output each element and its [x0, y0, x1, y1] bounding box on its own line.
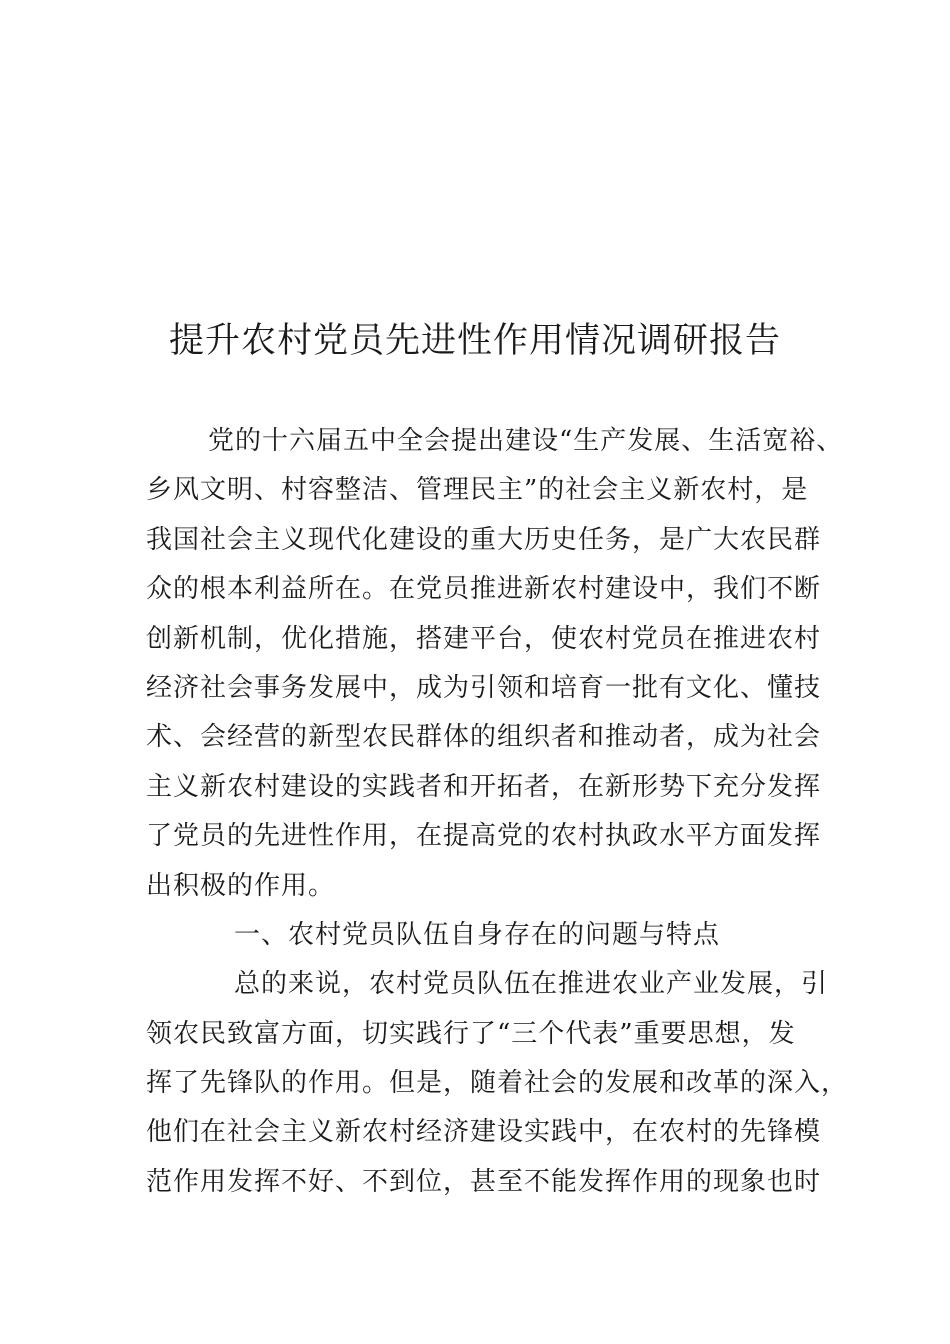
- paragraph-line: 他们在社会主义新农村经济建设实践中，在农村的先锋模: [146, 1117, 822, 1148]
- document-body: [146, 417, 849, 1207]
- paragraph-line: 我国社会主义现代化建设的重大历史任务，是广大农民群: [146, 524, 822, 555]
- paragraph-line: 范作用发挥不好、不到位，甚至不能发挥作用的现象也时: [146, 1166, 822, 1197]
- paragraph-line: 乡风文明、村容整洁、管理民主”的社会主义新农村，是: [146, 475, 809, 506]
- paragraph-line: 经济社会事务发展中，成为引领和培育一批有文化、懂技: [146, 672, 822, 703]
- paragraph-line: 主义新农村建设的实践者和开拓者，在新形势下充分发挥: [146, 771, 822, 802]
- paragraph-line: 众的根本利益所在。在党员推进新农村建设中，我们不断: [146, 574, 822, 605]
- paragraph-line: 术、会经营的新型农民群体的组织者和推动者，成为社会: [146, 722, 822, 753]
- paragraph-line: 了党员的先进性作用，在提高党的农村执政水平方面发挥: [146, 821, 822, 852]
- paragraph-line: 出积极的作用。: [146, 870, 336, 901]
- paragraph-line: 挥了先锋队的作用。但是，随着社会的发展和改革的深入，: [146, 1068, 849, 1099]
- section-heading: 一、农村党员队伍自身存在的问题与特点: [234, 919, 721, 950]
- document-title: 提升农村党员先进性作用情况调研报告: [168, 321, 781, 361]
- paragraph-line: 总的来说，农村党员队伍在推进农业产业发展，引: [234, 969, 829, 1000]
- paragraph-line: 领农民致富方面，切实践行了“三个代表”重要思想，发: [146, 1018, 796, 1049]
- paragraph-line: 党的十六届五中全会提出建设“生产发展、生活宽裕、: [208, 426, 844, 456]
- paragraph-line: 创新机制，优化措施，搭建平台，使农村党员在推进农村: [146, 623, 822, 654]
